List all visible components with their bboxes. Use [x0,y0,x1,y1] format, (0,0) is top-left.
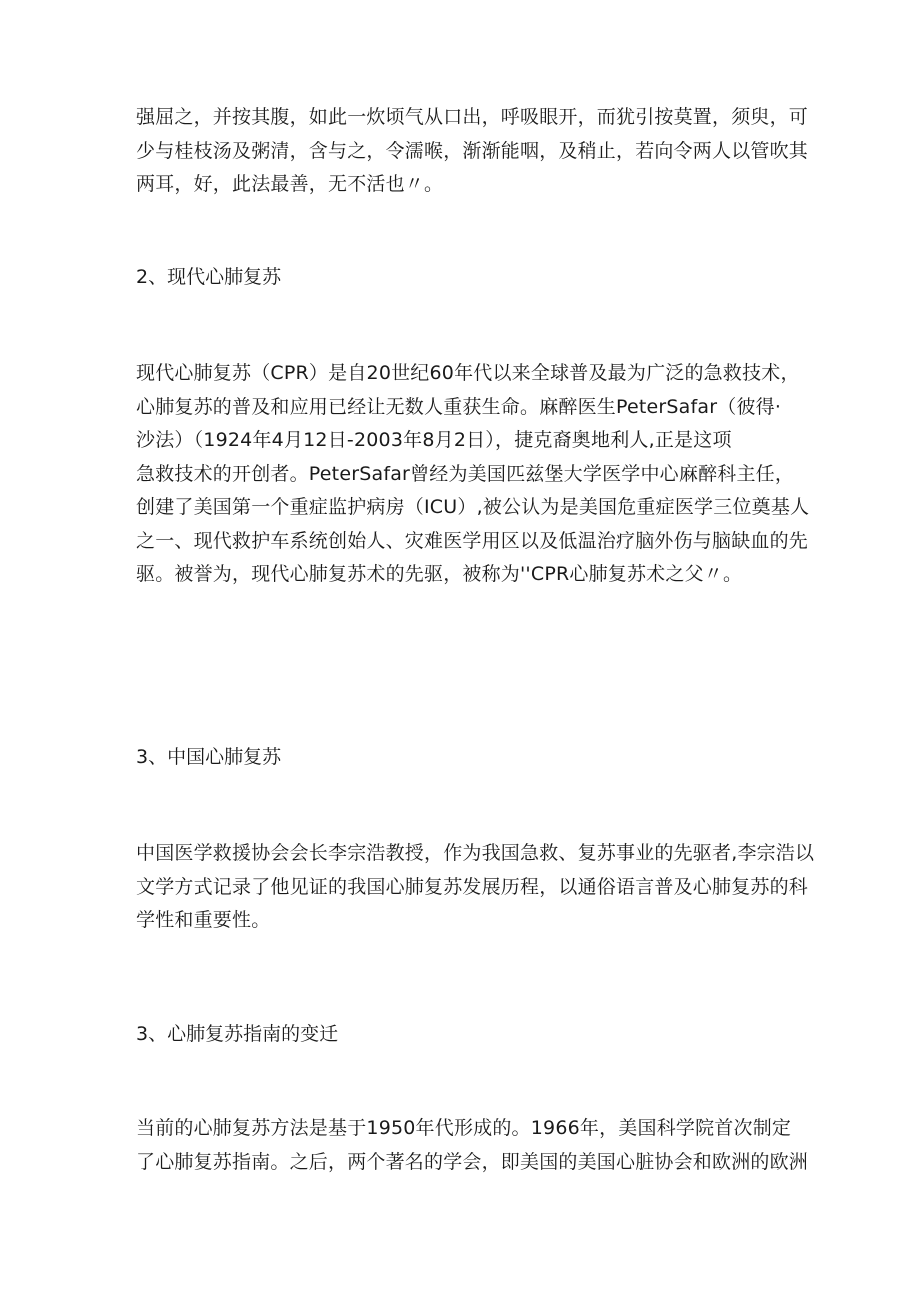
text-line: 强屈之，并按其腹，如此一炊顷气从口出，呼吸眼开，而犹引按莫置，须臾，可 [136,106,809,128]
text-line: 急救技术的开创者。PeterSafar曾经为美国匹兹堡大学医学中心麻醉科主任， [136,462,795,485]
text-line: 学性和重要性。 [136,909,271,931]
text-line: 中国医学救援协会会长李宗浩教授，作为我国急救、复苏事业的先驱者,李宗浩以 [136,842,815,864]
section-heading-guidelines: 3、心肺复苏指南的变迁 [136,1023,339,1045]
text-line: 现代心肺复苏（CPR）是自20世纪60年代以来全球普及最为广泛的急救技术， [136,362,800,384]
text-line: 心肺复苏的普及和应用已经让无数人重获生命。麻醉医生PeterSafar（彼得· [136,395,782,418]
text-line: 之一、现代救护车系统创始人、灾难医学用区以及低温治疗脑外伤与脑缺血的先 [136,529,809,552]
text-line: 当前的心肺复苏方法是基于1950年代形成的。1966年，美国科学院首次制定 [136,1117,792,1139]
text-line: 驱。被誉为，现代心肺复苏术的先驱，被称为''CPR心肺复苏术之父〃。 [136,563,743,585]
text-line: 文学方式记录了他见证的我国心肺复苏发展历程，以通俗语言普及心肺复苏的科 [136,875,809,898]
paragraph-intro [136,101,809,202]
text-line: 了心肺复苏指南。之后，两个著名的学会，即美国的美国心脏协会和欧洲的欧洲 [136,1150,809,1173]
text-line: 少与桂枝汤及粥清，含与之，令濡喉，渐渐能咽，及稍止，若向令两人以管吹其 [136,139,809,162]
text-line: 沙法）（1924年4月12日-2003年8月2日），捷克裔奥地利人,正是这项 [136,429,732,451]
paragraph-china-cpr [136,837,815,938]
section-heading-china-cpr: 3、中国心肺复苏 [136,746,282,768]
paragraph-guidelines [136,1112,809,1179]
paragraph-modern-cpr [136,357,810,592]
text-line: 创建了美国第一个重症监护病房（ICU）,被公认为是美国危重症医学三位奠基人 [136,496,810,518]
text-line: 两耳，好，此法最善，无不活也〃。 [136,173,444,195]
section-heading-modern-cpr: 2、现代心肺复苏 [136,266,282,288]
